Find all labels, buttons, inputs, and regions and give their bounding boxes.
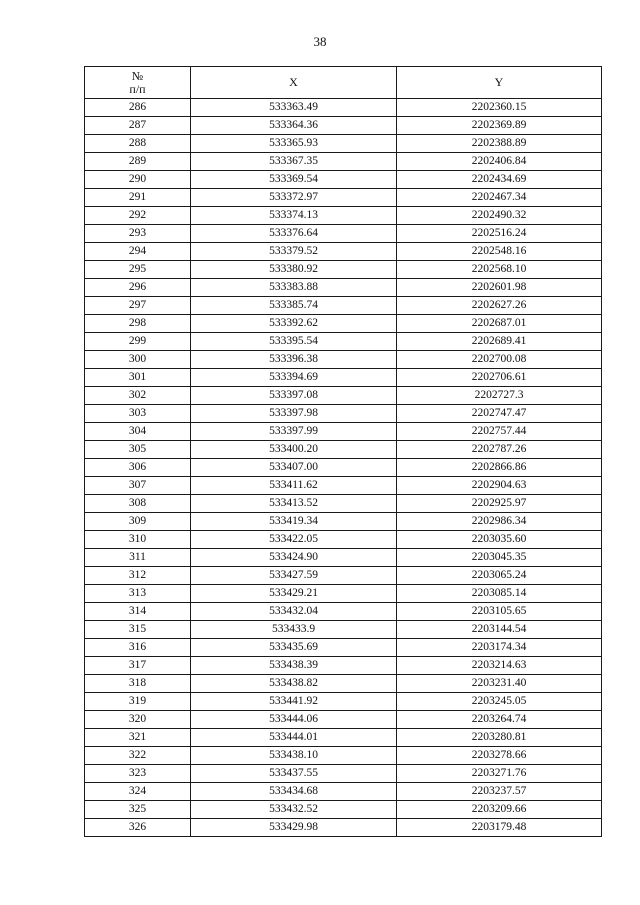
- table-row: [85, 585, 602, 603]
- table-row: [85, 207, 602, 225]
- cell-y: 2202467.34: [397, 189, 602, 207]
- cell-x: 533397.08: [191, 387, 397, 405]
- cell-y: 2202757.44: [397, 423, 602, 441]
- table-row: [85, 495, 602, 513]
- cell-y: 2202727.3: [397, 387, 602, 405]
- cell-point-number: 318: [85, 675, 191, 693]
- table-row: [85, 369, 602, 387]
- cell-x: 533424.90: [191, 549, 397, 567]
- cell-x: 533379.52: [191, 243, 397, 261]
- cell-point-number: 299: [85, 333, 191, 351]
- table-row: [85, 351, 602, 369]
- cell-y: 2202700.08: [397, 351, 602, 369]
- cell-x: 533441.92: [191, 693, 397, 711]
- cell-x: 533394.69: [191, 369, 397, 387]
- table-row: [85, 513, 602, 531]
- cell-y: 2203174.34: [397, 639, 602, 657]
- table-row: [85, 171, 602, 189]
- table-row: [85, 243, 602, 261]
- table-body: [85, 99, 602, 837]
- cell-x: 533400.20: [191, 441, 397, 459]
- cell-y: 2203214.63: [397, 657, 602, 675]
- table-row: [85, 333, 602, 351]
- cell-point-number: 309: [85, 513, 191, 531]
- cell-point-number: 306: [85, 459, 191, 477]
- cell-point-number: 305: [85, 441, 191, 459]
- cell-point-number: 319: [85, 693, 191, 711]
- cell-y: 2203035.60: [397, 531, 602, 549]
- table-row: [85, 423, 602, 441]
- cell-point-number: 288: [85, 135, 191, 153]
- cell-x: 533411.62: [191, 477, 397, 495]
- table-row: [85, 639, 602, 657]
- table-row: [85, 459, 602, 477]
- cell-y: 2203179.48: [397, 819, 602, 837]
- cell-x: 533435.69: [191, 639, 397, 657]
- cell-x: 533392.62: [191, 315, 397, 333]
- cell-point-number: 303: [85, 405, 191, 423]
- cell-x: 533438.39: [191, 657, 397, 675]
- table-row: [85, 603, 602, 621]
- cell-point-number: 310: [85, 531, 191, 549]
- cell-y: 2203237.57: [397, 783, 602, 801]
- cell-x: 533419.34: [191, 513, 397, 531]
- cell-x: 533444.01: [191, 729, 397, 747]
- cell-x: 533383.88: [191, 279, 397, 297]
- cell-point-number: 304: [85, 423, 191, 441]
- cell-point-number: 290: [85, 171, 191, 189]
- cell-x: 533380.92: [191, 261, 397, 279]
- cell-point-number: 291: [85, 189, 191, 207]
- cell-point-number: 312: [85, 567, 191, 585]
- cell-x: 533363.49: [191, 99, 397, 117]
- cell-y: 2202689.41: [397, 333, 602, 351]
- cell-y: 2203209.66: [397, 801, 602, 819]
- cell-point-number: 315: [85, 621, 191, 639]
- cell-x: 533438.10: [191, 747, 397, 765]
- cell-y: 2203085.14: [397, 585, 602, 603]
- cell-x: 533376.64: [191, 225, 397, 243]
- table-row: [85, 315, 602, 333]
- table-row: [85, 279, 602, 297]
- cell-y: 2202369.89: [397, 117, 602, 135]
- cell-y: 2202548.16: [397, 243, 602, 261]
- cell-point-number: 314: [85, 603, 191, 621]
- cell-y: 2202747.47: [397, 405, 602, 423]
- cell-x: 533367.35: [191, 153, 397, 171]
- cell-x: 533364.36: [191, 117, 397, 135]
- cell-point-number: 295: [85, 261, 191, 279]
- cell-y: 2202787.26: [397, 441, 602, 459]
- table-row: [85, 747, 602, 765]
- table-header: [85, 67, 602, 99]
- cell-point-number: 302: [85, 387, 191, 405]
- table-row: [85, 189, 602, 207]
- cell-x: 533369.54: [191, 171, 397, 189]
- cell-x: 533429.98: [191, 819, 397, 837]
- cell-y: 2203105.65: [397, 603, 602, 621]
- cell-x: 533433.9: [191, 621, 397, 639]
- cell-x: 533429.21: [191, 585, 397, 603]
- cell-y: 2202986.34: [397, 513, 602, 531]
- cell-x: 533432.52: [191, 801, 397, 819]
- cell-point-number: 322: [85, 747, 191, 765]
- table-row: [85, 297, 602, 315]
- cell-y: 2202687.01: [397, 315, 602, 333]
- cell-x: 533413.52: [191, 495, 397, 513]
- cell-y: 2202388.89: [397, 135, 602, 153]
- cell-y: 2203271.76: [397, 765, 602, 783]
- cell-y: 2203245.05: [397, 693, 602, 711]
- cell-x: 533397.98: [191, 405, 397, 423]
- table-row: [85, 99, 602, 117]
- cell-x: 533427.59: [191, 567, 397, 585]
- cell-y: 2202360.15: [397, 99, 602, 117]
- cell-point-number: 301: [85, 369, 191, 387]
- cell-y: 2202568.10: [397, 261, 602, 279]
- table-row: [85, 405, 602, 423]
- table-row: [85, 549, 602, 567]
- cell-point-number: 307: [85, 477, 191, 495]
- table-row: [85, 135, 602, 153]
- cell-x: 533396.38: [191, 351, 397, 369]
- header-y: Y: [397, 67, 602, 99]
- cell-point-number: 321: [85, 729, 191, 747]
- cell-point-number: 326: [85, 819, 191, 837]
- table-row: [85, 783, 602, 801]
- page-number: 38: [313, 34, 327, 49]
- cell-y: 2202706.61: [397, 369, 602, 387]
- cell-point-number: 311: [85, 549, 191, 567]
- cell-y: 2202406.84: [397, 153, 602, 171]
- table-row: [85, 261, 602, 279]
- cell-x: 533438.82: [191, 675, 397, 693]
- cell-x: 533407.00: [191, 459, 397, 477]
- header-point-number: [85, 67, 191, 99]
- cell-point-number: 292: [85, 207, 191, 225]
- cell-x: 533437.55: [191, 765, 397, 783]
- cell-x: 533444.06: [191, 711, 397, 729]
- cell-y: 2202601.98: [397, 279, 602, 297]
- table-row: [85, 117, 602, 135]
- table-row: [85, 819, 602, 837]
- cell-x: 533372.97: [191, 189, 397, 207]
- table-row: [85, 693, 602, 711]
- table-row: [85, 711, 602, 729]
- table-row: [85, 441, 602, 459]
- header-row: [85, 67, 602, 99]
- table-row: [85, 675, 602, 693]
- cell-point-number: 313: [85, 585, 191, 603]
- cell-x: 533395.54: [191, 333, 397, 351]
- table-row: [85, 729, 602, 747]
- cell-y: 2202904.63: [397, 477, 602, 495]
- cell-point-number: 286: [85, 99, 191, 117]
- cell-y: 2203264.74: [397, 711, 602, 729]
- cell-x: 533365.93: [191, 135, 397, 153]
- cell-y: 2203278.66: [397, 747, 602, 765]
- cell-point-number: 324: [85, 783, 191, 801]
- cell-point-number: 316: [85, 639, 191, 657]
- cell-point-number: 294: [85, 243, 191, 261]
- table-row: [85, 657, 602, 675]
- cell-y: 2202516.24: [397, 225, 602, 243]
- table-row: [85, 801, 602, 819]
- table-row: [85, 567, 602, 585]
- cell-y: 2202434.69: [397, 171, 602, 189]
- table-row: [85, 621, 602, 639]
- cell-point-number: 317: [85, 657, 191, 675]
- cell-y: 2203280.81: [397, 729, 602, 747]
- table-row: [85, 477, 602, 495]
- table-row: [85, 225, 602, 243]
- table-row: [85, 153, 602, 171]
- coordinates-table: [84, 66, 602, 837]
- cell-x: 533385.74: [191, 297, 397, 315]
- cell-point-number: 287: [85, 117, 191, 135]
- table-row: [85, 765, 602, 783]
- header-x: X: [191, 67, 397, 99]
- cell-y: 2202925.97: [397, 495, 602, 513]
- cell-x: 533397.99: [191, 423, 397, 441]
- cell-point-number: 293: [85, 225, 191, 243]
- table-row: [85, 531, 602, 549]
- cell-y: 2203231.40: [397, 675, 602, 693]
- cell-y: 2202866.86: [397, 459, 602, 477]
- cell-point-number: 289: [85, 153, 191, 171]
- cell-point-number: 300: [85, 351, 191, 369]
- cell-point-number: 323: [85, 765, 191, 783]
- cell-x: 533432.04: [191, 603, 397, 621]
- cell-point-number: 298: [85, 315, 191, 333]
- cell-point-number: 320: [85, 711, 191, 729]
- cell-y: 2203045.35: [397, 549, 602, 567]
- cell-point-number: 308: [85, 495, 191, 513]
- cell-x: 533434.68: [191, 783, 397, 801]
- cell-point-number: 325: [85, 801, 191, 819]
- cell-x: 533374.13: [191, 207, 397, 225]
- cell-y: 2202490.32: [397, 207, 602, 225]
- header-number-sign: №: [131, 68, 144, 83]
- header-serial-label: п/п: [129, 81, 146, 96]
- cell-x: 533422.05: [191, 531, 397, 549]
- cell-y: 2203065.24: [397, 567, 602, 585]
- cell-y: 2203144.54: [397, 621, 602, 639]
- cell-point-number: 296: [85, 279, 191, 297]
- cell-y: 2202627.26: [397, 297, 602, 315]
- cell-point-number: 297: [85, 297, 191, 315]
- table-row: [85, 387, 602, 405]
